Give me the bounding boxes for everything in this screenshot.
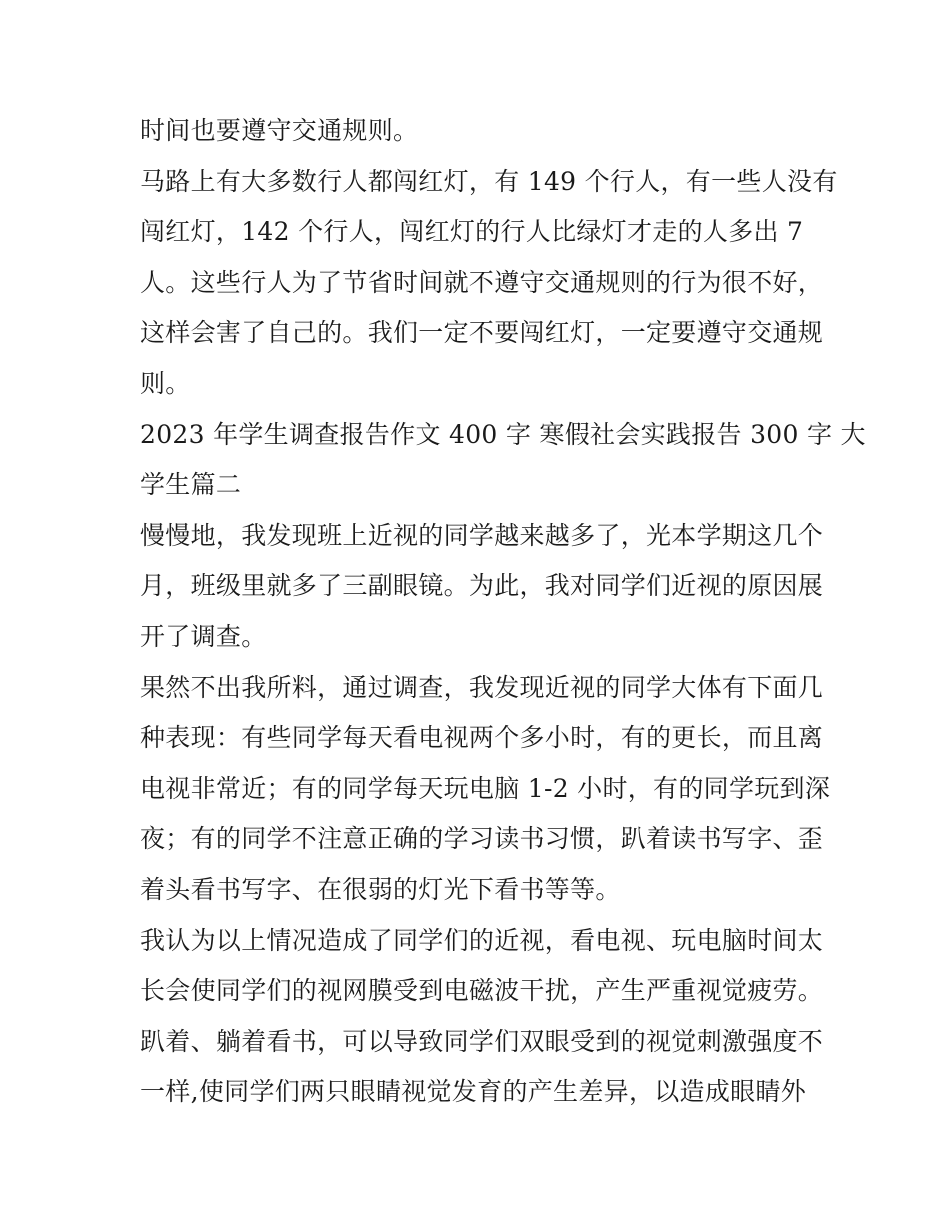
section-heading-line: 学生篇二: [140, 470, 242, 500]
document-body: [140, 106, 866, 1118]
text-line: 人。这些行人为了节省时间就不遵守交通规则的行为很不好，: [140, 267, 824, 297]
section-heading-line: 2023 年学生调查报告作文 400 字 寒假社会实践报告 300 字 大: [140, 419, 866, 449]
text-line: 我认为以上情况造成了同学们的近视，看电视、玩电脑时间太: [140, 925, 824, 955]
text-line: 着头看书写字、在很弱的灯光下看书等等。: [140, 874, 621, 904]
text-line: 这样会害了自己的。我们一定不要闯红灯，一定要遵守交通规: [140, 318, 824, 348]
text-line: 果然不出我所料，通过调查，我发现近视的同学大体有下面几: [140, 672, 824, 702]
text-line: 开了调查。: [140, 621, 267, 651]
text-line: 则。: [140, 368, 191, 398]
text-line: 长会使同学们的视网膜受到电磁波干扰，产生严重视觉疲劳。: [140, 976, 824, 1006]
text-line: 夜；有的同学不注意正确的学习读书习惯，趴着读书写字、歪: [140, 824, 824, 854]
text-line: 趴着、躺着看书，可以导致同学们双眼受到的视觉刺激强度不: [140, 1026, 824, 1056]
text-line: 时间也要遵守交通规则。: [140, 116, 419, 145]
text-line: 闯红灯，142 个行人，闯红灯的行人比绿灯才走的人多出 7: [140, 217, 804, 247]
text-line: 一样,使同学们两只眼睛视觉发育的产生差异，以造成眼睛外: [140, 1077, 807, 1107]
text-line: 慢慢地，我发现班上近视的同学越来越多了，光本学期这几个: [140, 520, 824, 550]
text-line: 月，班级里就多了三副眼镜。为此，我对同学们近视的原因展: [140, 571, 824, 601]
text-line: 马路上有大多数行人都闯红灯，有 149 个行人，有一些人没有: [140, 166, 838, 196]
text-line: 种表现：有些同学每天看电视两个多小时，有的更长，而且离: [140, 723, 824, 753]
text-line: 电视非常近；有的同学每天玩电脑 1-2 小时，有的同学玩到深: [140, 773, 831, 803]
